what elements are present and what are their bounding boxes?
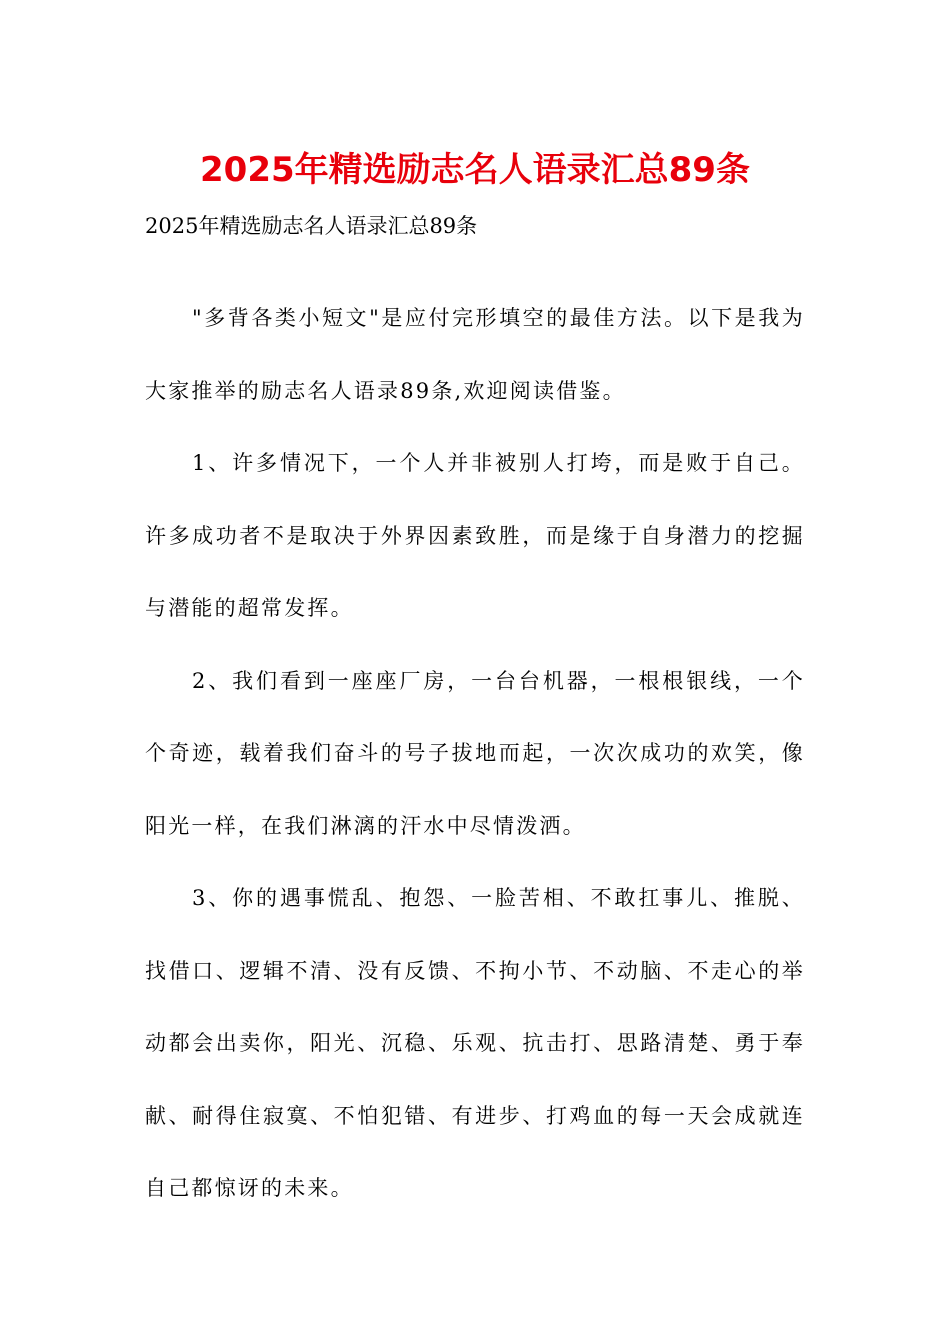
quote-paragraph-2: 2、我们看到一座座厂房，一台台机器，一根根银线，一个个奇迹，载着我们奋斗的号子拔地而起，一次次成功的欢笑，像阳光一样，在我们淋漓的汗水中尽情泼洒。 <box>145 668 805 838</box>
intro-paragraph: "多背各类小短文"是应付完形填空的最佳方法。以下是我为大家推举的励志名人语录89条,欢迎阅读借鉴。 <box>145 306 805 403</box>
quote-paragraph-1: 1、许多情况下，一个人并非被别人打垮，而是败于自己。许多成功者不是取决于外界因素致胜，而是缘于自身潜力的挖掘与潜能的超常发挥。 <box>145 451 805 620</box>
document-subtitle: 2025年精选励志名人语录汇总89条 <box>145 214 478 238</box>
document-title: 2025年精选励志名人语录汇总89条 <box>200 150 750 190</box>
quote-paragraph-3: 3、你的遇事慌乱、抱怨、一脸苦相、不敢扛事儿、推脱、找借口、逻辑不清、没有反馈、不拘小节、不动脑、不走心的举动都会出卖你，阳光、沉稳、乐观、抗击打、思路清楚、勇于奉献、耐得住寂寞、不怕犯错、有进步、打鸡血的每一天会成就连自己都惊讶的未来。 <box>145 886 805 1200</box>
document-body <box>145 282 805 1225</box>
